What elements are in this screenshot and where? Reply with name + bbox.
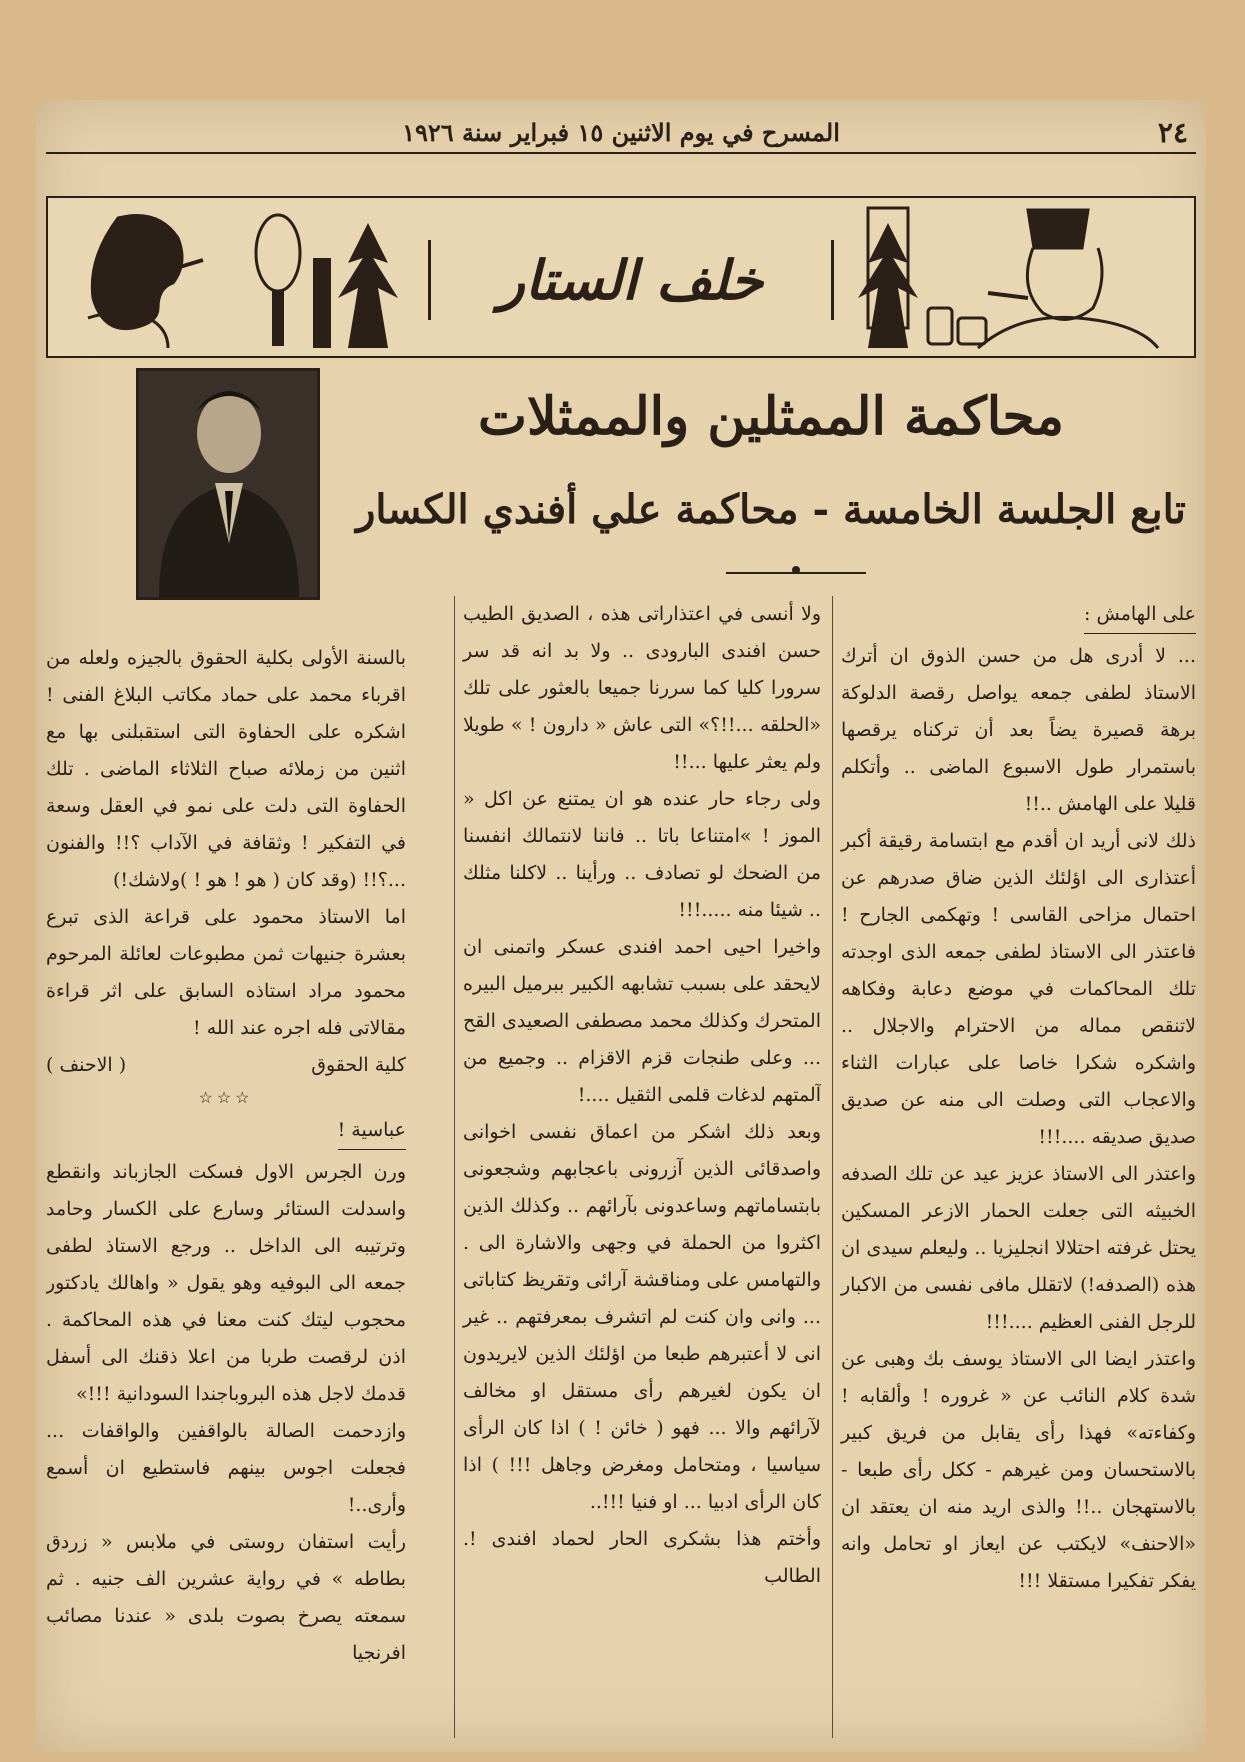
section-banner (46, 196, 1196, 358)
divider-ornament (792, 566, 800, 574)
page-number: ٢٤ (1157, 116, 1188, 149)
paragraph: واعتذر ايضا الى الاستاذ يوسف بك وهبى عن شدة كلام النائب عن « غروره ! وألقابه ! وكفاءته» فهذا رأى يقابل من فريق كبير بالاستحسان ومن غيرهم - ككل رأى طبعا - بالاستهجان ..!! والذى اريد منه ان يعتقد ان «الاحنف» لايكتب عن ايعاز او تحامل وانه يفكر تفكيرا مستقلا !!! (841, 1348, 1196, 1592)
column-middle (454, 596, 821, 1738)
section-heading: عباسية ! (338, 1112, 406, 1150)
paragraph: واعتذر الى الاستاذ عزيز عيد عن تلك الصدفه الخبيثه التى جعلت الحمار الازعر المسكين يحتل غرفته احتلالا انجليزيا .. وليعلم سيدى ان هذه (الصدفه!) لاتقلل مافى نفسى من الاكبار للرجل الفنى العظيم ....!!! (841, 1163, 1196, 1333)
banner-title: خلف الستار (428, 240, 834, 320)
paragraph: وأختم هذا بشكرى الحار لحماد افندى !. الطالب (463, 1528, 821, 1587)
paragraph: ورن الجرس الاول فسكت الجازباند وانقطع واسدلت الستائر وسارع على الكسار وحامد وترتيبه الى الداخل .. ورجع الاستاذ لطفى جمعه الى البوفيه وهو يقول « واهالك يادكتور محجوب ليتك كنت معنا في هذه المحاكمة . اذن لرقصت طربا من اعلا ذقنك الى أسفل قدمك لاجل هذه البروباجندا السودانية !!!» (46, 1161, 406, 1405)
paragraph: بالسنة الأولى بكلية الحقوق بالجيزه ولعله من اقرباء محمد على حماد مكاتب البلاغ الفنى ! اشكره على الحفاوة التى استقبلنى بها مع اثنين من زملائه صباح الثلاثاء الماضى . تلك الحفاوة التى دلت على نمو في العقل وسعة في التفكير ! وثقافة في الآداب ؟!! والفنون ...؟!! (وقد كان ( هو ! هو ! )ولاشك!) (46, 647, 406, 891)
paragraph: رأيت استفان روستى في ملابس « زردق بطاطه » في رواية عشرين الف جنيه . ثم سمعته يصرخ بصوت بلدى « عندنا مصائب افرنجيا (46, 1531, 406, 1664)
page-header (46, 112, 1196, 154)
article-subtitle: تابع الجلسة الخامسة - محاكمة علي أفندي الكسار (356, 486, 1186, 533)
paragraph: ذلك لانى أريد ان أقدم مع ابتسامة رقيقة أكبر أعتذارى الى اؤلئك الذين ضاق صدرهم عن احتمال مزاحى القاسى ! وتهكمى الجارح ! فاعتذر الى الاستاذ لطفى جمعه الذى اوجدته تلك المحاكمات في موضع دعابة وفكاهه لاتنقص مماله من الاحترام والاجلال .. واشكره شكرا خاصا على عبارات الثناء والاعجاب التى وصلت الى منه عن صديق صديق صديقه ....!!! (841, 830, 1196, 1148)
header-title: المسرح في يوم الاثنين ١٥ فبراير سنة ١٩٢٦ (402, 118, 840, 147)
signature-place: كلية الحقوق (311, 1054, 406, 1076)
portrait-image (139, 371, 317, 597)
signature-line (46, 1047, 406, 1084)
paragraph: ولى رجاء حار عنده هو ان يمتنع عن اكل « الموز ! »امتناعا باتا .. فاننا لانتمالك انفسنا من الضحك لو تصادف .. ورأينا .. لاكلنا مثلك .. شيئا منه .....!!! (463, 788, 821, 921)
signature-name: ( الاحنف ) (46, 1054, 127, 1076)
section-separator: ☆☆☆ (198, 1088, 254, 1107)
paragraph: ... لا أدرى هل من حسن الذوق ان أترك الاستاذ لطفى جمعه يواصل رقصة الدلوكة برهة قصيرة يضاً بعد أن تركناه يرقصها باستمرار طول الاسبوع الماضى .. وأتكلم قليلا على الهامش ..!! (841, 645, 1196, 815)
paragraph: وازدحمت الصالة بالواقفين والواقفات ... فجعلت اجوس بينهم فاستطيع ان أسمع وأرى..! (46, 1420, 406, 1516)
column-left (46, 640, 406, 1738)
paragraph: ولا أنسى في اعتذاراتى هذه ، الصديق الطيب حسن افندى البارودى .. ولا بد انه قد سر سرورا كليا كما سررنا جميعا بالعثور على تلك «الحلقه ...!!؟» التى عاش « دارون ! » طويلا ولم يعثر عليها ...!! (463, 603, 821, 773)
paragraph: وبعد ذلك اشكر من اعماق نفسى اخوانى واصدقائى الذين آزرونى باعجابهم وشجعونى بابتساماتهم وساعدونى بآرائهم .. وكذلك الذين اكثروا من الحملة في وجهى والاشارة الى . والتهامس على ومناقشة آرائى وتقريظ كتاباتى ... وانى وان كنت لم اتشرف بمعرفتهم .. غير انى لا أعتبرهم طبعا من اؤلئك الذين لايريدون ان يكون لغيرهم رأى مستقل او مخالف لآرائهم والا ... فهو ( خائن ! ) اذا كان الرأى سياسيا ، ومتحامل ومغرض وجاهل !!! ) اذا كان الرأى ادبيا ... او فنيا !!!.. (463, 1121, 821, 1513)
paragraph: واخيرا احيى احمد افندى عسكر واتمنى ان لايحقد على بسبب تشابهه الكبير ببرميل البيره المتحرك وكذلك محمد مصطفى الصعيدى القح ... وعلى طنجات قزم الاقزام .. وجميع من آلمتهم لدغات قلمى الثقيل ....! (463, 936, 821, 1106)
column-right (832, 596, 1196, 1738)
article-title: محاكمة الممثلين والممثلات (478, 386, 1064, 447)
author-photo (136, 368, 320, 600)
paragraph: اما الاستاذ محمود على قراعة الذى تبرع بعشرة جنيهات ثمن مطبوعات لعائلة المرحوم محمود مراد استاذه السابق على اثر قراءة مقالاتى فله اجره عند الله ! (46, 906, 406, 1039)
newspaper-page (36, 100, 1206, 1752)
margin-heading: على الهامش : (1084, 596, 1196, 634)
